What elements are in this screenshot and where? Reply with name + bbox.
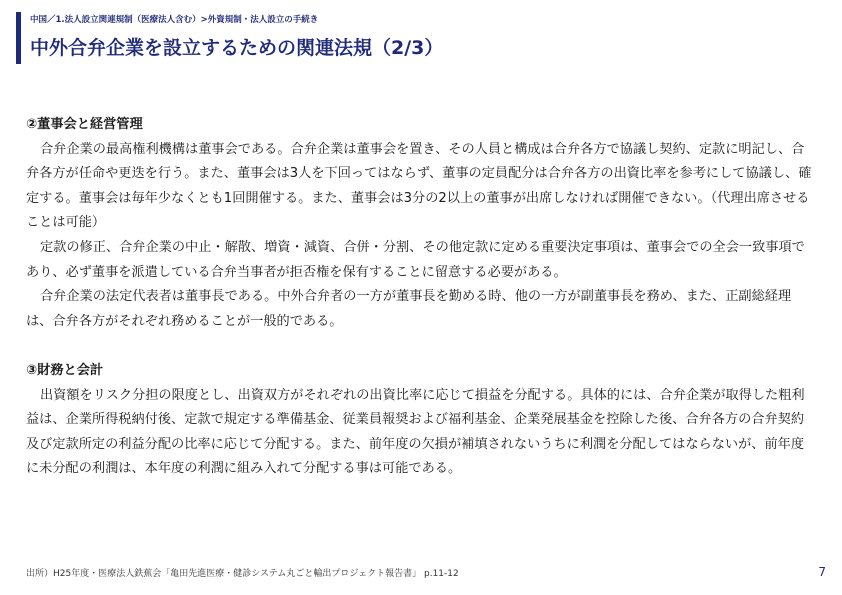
main-content <box>26 113 816 482</box>
section-board-management <box>26 113 816 334</box>
section-spacer <box>26 334 816 359</box>
breadcrumb: 中国／1.法人設立関連規制（医療法人含む）>外資規制・法人設立の手続き <box>30 15 319 25</box>
paragraph: 合弁企業の法定代表者は董事長である。中外合弁者の一方が董事長を勤める時、他の一方が副董事長を務め、また、正副総経理は、合弁各方がそれぞれ務めることが一般的である。 <box>26 289 792 329</box>
section-heading: ②董事会と経営管理 <box>26 117 143 132</box>
paragraph: 出資額をリスク分担の限度とし、出資双方がそれぞれの出資比率に応じて損益を分配する。具体的には、合弁企業が取得した粗利益は、企業所得税納付後、定款で規定する準備基金、従業員報奨および福利基金、企業発展基金を控除した後、合弁各方の合弁契約及び定款所定の利益分配の比率に応じて分配する。また、前年度の欠損が補填されないうちに利潤を分配してはならないが、前年度に未分配の利潤は、本年度の利潤に組み入れて分配する事は可能である。 <box>26 387 805 477</box>
source-citation: 出所）H25年度・医療法人鉄蕉会「亀田先進医療・健診システム丸ごと輸出プロジェクト報告書」 p.11-12 <box>26 569 459 579</box>
page-number: 7 <box>818 565 826 579</box>
paragraph: 定款の修正、合弁企業の中止・解散、増資・減資、合併・分割、その他定款に定める重要決定事項は、董事会での全会一致事項であり、必ず董事を派遣している合弁当事者が拒否権を保有することに留意する必要がある。 <box>26 239 805 280</box>
title-accent-bar <box>16 12 21 64</box>
paragraph: 合弁企業の最高権利機構は董事会である。合弁企業は董事会を置き、その人員と構成は合弁各方で協議し契約、定款に明記し、合弁各方が任命や更迭を行う。また、董事会は3人を下回ってはならず、董事の定員配分は合弁各方の出資比率を参考にして協議し、確定する。董事会は毎年少なくとも1回開催する。また、董事会は3分の2以上の董事が出席しなければ開催できない。（代理出席させることは可能） <box>26 141 812 231</box>
section-finance-accounting <box>26 359 816 482</box>
section-heading: ③財務と会計 <box>26 362 104 378</box>
page-title: 中外合弁企業を設立するための関連法規（2/3） <box>30 37 444 59</box>
